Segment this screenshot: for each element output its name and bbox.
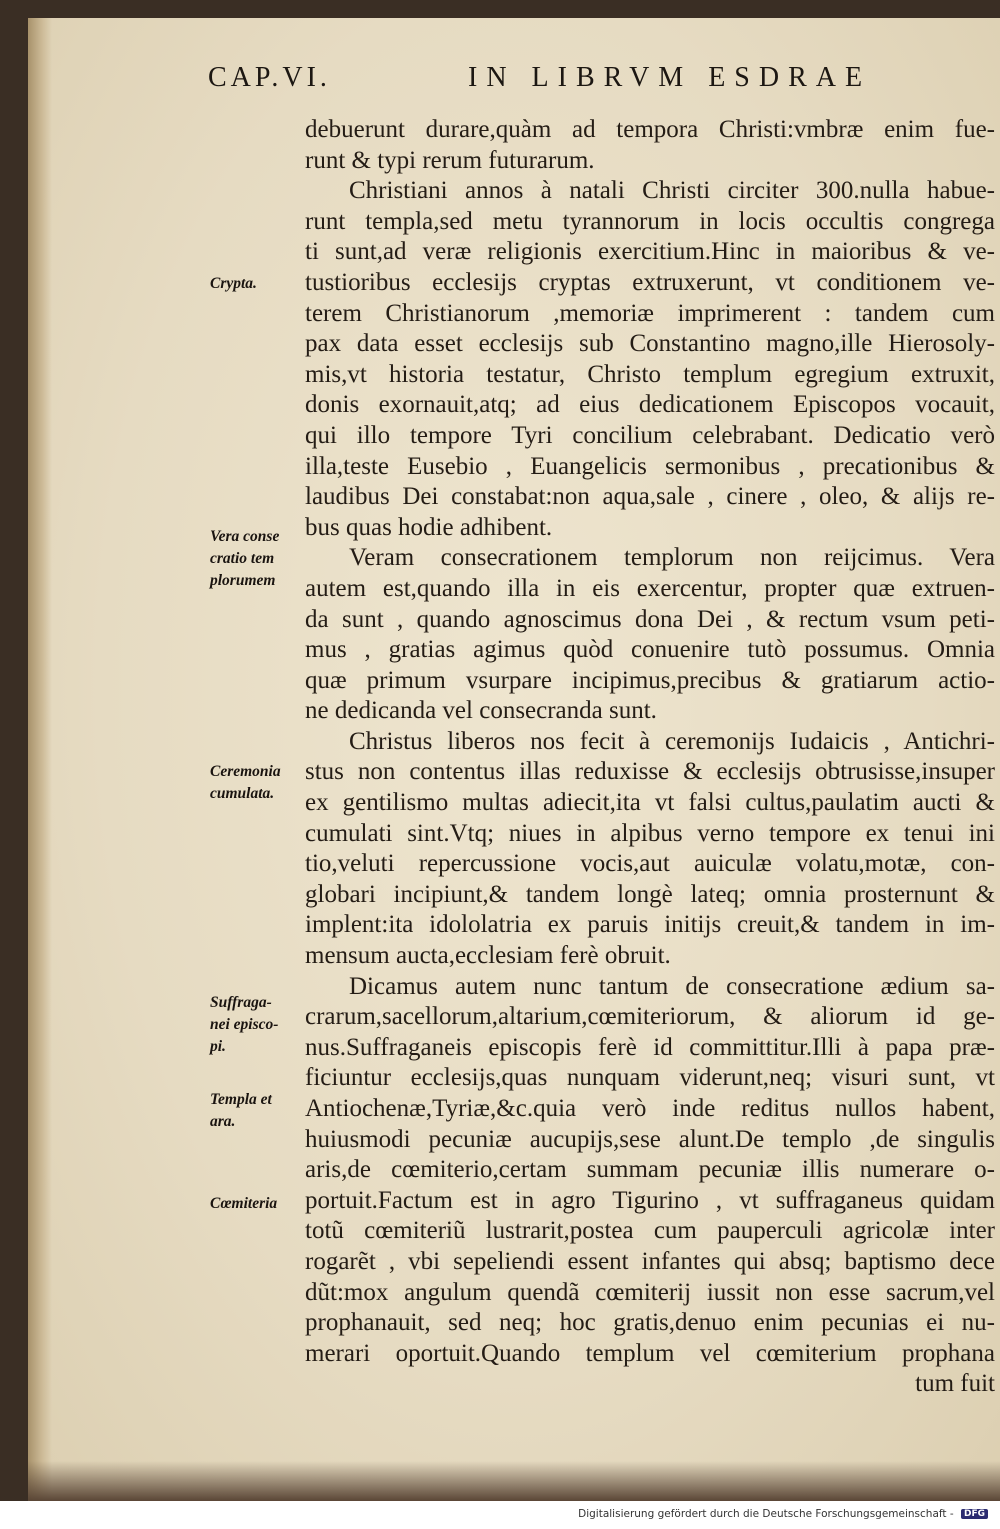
margin-note-ceremonia-1: Ceremonia [210, 763, 281, 780]
text-line: huiusmodi pecuniæ aucupijs,sese alunt.De templo ,de singulis [305, 1125, 995, 1153]
text-line: autem est,quando illa in eis exercentur, propter quæ extruen- [305, 574, 995, 602]
text-line: tio,veluti repercussione vocis,aut auiculæ volatu,motæ, con- [305, 850, 995, 878]
text-line: mis,vt historia testatur, Christo templum egregium extruxit, [305, 360, 995, 388]
text-line: tustioribus ecclesijs cryptas extruxerunt, vt conditionem ve- [305, 268, 995, 296]
text-line: ne dedicanda vel consecranda sunt. [305, 697, 657, 725]
margin-note-templa-1: Templa et [210, 1091, 272, 1108]
footer-credit: Digitalisierung gefördert durch die Deutsche Forschungsgemeinschaft - [578, 1508, 954, 1520]
text-line: mus , gratias agimus quòd conuenire tutò possumus. Omnia [305, 636, 995, 664]
text-line: prophanauit, sed neq; hoc gratis,denuo enim pecunias ei nu- [305, 1309, 995, 1337]
text-line: dũt:mox angulum quendã cœmiterij iussit non esse sacrum,vel [305, 1278, 995, 1306]
margin-note-suffraganei-2: nei episco- [210, 1016, 279, 1033]
text-line: Christiani annos à natali Christi circiter 300.nulla habue- [349, 177, 995, 205]
text-line: bus quas hodie adhibent. [305, 513, 553, 541]
text-line: Antiochenæ,Tyriæ,&c.quia verò inde reditus nullos habent, [305, 1095, 995, 1122]
margin-note-vera-1: Vera conse [210, 528, 280, 545]
text-line: terem Christianorum ,memoriæ imprimerent : tandem cum [305, 299, 995, 327]
body-text [305, 115, 995, 1400]
text-line: debuerunt durare,quàm ad tempora Christi:vmbræ enim fue- [305, 116, 995, 143]
text-line: crarum,sacellorum,altarium,cœmiteriorum, & aliorum id ge- [305, 1003, 995, 1031]
chapter-heading: CAP.VI. [208, 62, 331, 93]
text-line: runt templa,sed metu tyrannorum in locis occultis congrega [305, 207, 995, 235]
text-line: laudibus Dei constabat:non aqua,sale , cinere , oleo, & alijs re- [305, 483, 995, 511]
text-line: donis exornauit,atq; ad eius dedicationem Episcopos vocauit, [305, 391, 995, 419]
text-line: globari incipiunt,& tandem longè lateq; omnia prosternunt & [305, 880, 995, 908]
dfg-logo-icon: DFG [961, 1509, 988, 1519]
text-line: qui illo tempore Tyri concilium celebrabant. Dedicatio verò [305, 421, 995, 449]
text-line: da sunt , quando agnoscimus dona Dei , & rectum vsum peti- [305, 605, 995, 633]
margin-note-suffraganei-1: Suffraga- [210, 994, 272, 1011]
text-line: merari oportuit.Quando templum vel cœmiterium prophana [305, 1339, 995, 1367]
text-line: implent:ita idololatria ex paruis initijs creuit,& tandem in im- [305, 911, 995, 939]
text-line: Dicamus autem nunc tantum de consecratione ædium sa- [349, 972, 995, 1000]
running-title: IN LIBRVM ESDRAE [468, 62, 872, 93]
text-line: runt & typi rerum futurarum. [305, 146, 595, 174]
catchword: tum fuit [915, 1370, 995, 1398]
text-line: cumulati sint.Vtq; niues in alpibus verno tempore ex tenui ini [305, 819, 995, 847]
margin-note-vera-2: cratio tem [210, 550, 275, 567]
text-line: aris,de cœmiterio,certam summam pecuniæ illis numerare o- [305, 1156, 995, 1184]
book-page [28, 18, 1000, 1501]
footer [578, 1508, 988, 1520]
text-line: pax data esset ecclesijs sub Constantino magno,ille Hierosoly- [305, 330, 995, 358]
text-line: stus non contentus illas reduxisse & ecclesijs obtrusisse,insuper [305, 758, 995, 786]
margin-note-crypta: Crypta. [210, 275, 257, 292]
margin-note-ceremonia-2: cumulata. [210, 785, 275, 802]
page-bottom-edge [28, 1461, 1000, 1501]
text-line: mensum aucta,ecclesiam ferè obruit. [305, 942, 671, 970]
margin-note-vera-3: plorumem [210, 572, 276, 589]
page-binding-shadow [28, 18, 52, 1501]
text-line: totũ cœmiteriũ lustrarit,postea cum pauperculi agricolæ inter [305, 1217, 995, 1245]
text-line: ti sunt,ad veræ religionis exercitium.Hinc in maioribus & ve- [305, 238, 995, 266]
text-line: portuit.Factum est in agro Tigurino , vt suffraganeus quidam [305, 1186, 995, 1214]
margin-note-templa-2: ara. [210, 1113, 236, 1130]
text-line: ficiuntur ecclesijs,quas nunquam viderunt,neq; visuri sunt, vt [305, 1064, 995, 1092]
text-line: rogarẽt , vbi sepeliendi essent infantes qui absq; baptismo dece [305, 1247, 995, 1275]
text-line: Christus liberos nos fecit à ceremonijs Iudaicis , Antichri- [349, 727, 995, 755]
text-line: Veram consecrationem templorum non reijcimus. Vera [349, 544, 995, 572]
margin-note-coemiteria: Cœmiteria [210, 1195, 278, 1212]
text-line: nus.Suffraganeis episcopis ferè id committitur.Illi à papa præ- [305, 1033, 995, 1061]
text-line: ex gentilismo multas adiecit,ita vt falsi cultus,paulatim aucti & [305, 789, 995, 817]
text-line: illa,teste Eusebio , Euangelicis sermonibus , precationibus & [305, 452, 995, 480]
margin-note-suffraganei-3: pi. [210, 1038, 226, 1055]
text-line: quæ primum vsurpare incipimus,precibus & gratiarum actio- [305, 666, 995, 694]
